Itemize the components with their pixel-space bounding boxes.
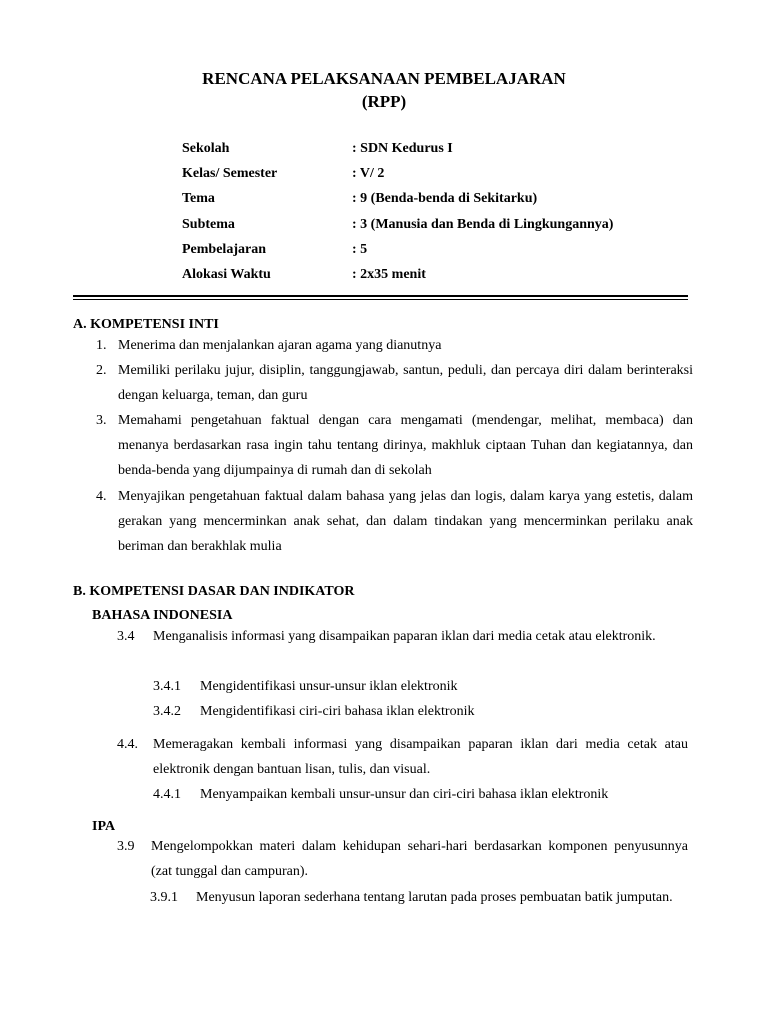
kd-4-4 (117, 732, 688, 782)
subject-ipa: IPA (92, 819, 116, 834)
header-divider-thick (73, 295, 688, 297)
indicator-number: 3.9.1 (150, 890, 178, 905)
meta-row-pembelajaran (182, 241, 613, 266)
indicator-text: Mengidentifikasi unsur-unsur iklan elektronik (200, 679, 458, 694)
ki-number: 2. (96, 363, 107, 378)
ki-item-3 (96, 408, 693, 484)
kd-number: 3.9 (117, 839, 135, 854)
meta-value: : 2x35 menit (352, 266, 426, 282)
meta-row-kelas (182, 165, 613, 190)
kd-number: 4.4. (117, 737, 138, 752)
meta-label: Kelas/ Semester (182, 166, 278, 182)
indicator-number: 3.4.1 (153, 679, 181, 694)
ki-number: 4. (96, 489, 107, 504)
kd-number: 3.4 (117, 629, 135, 644)
meta-value: : 3 (Manusia dan Benda di Lingkungannya) (352, 216, 614, 232)
kd-text: Mengelompokkan materi dalam kehidupan sehari-hari berdasarkan komponen penyusunnya (zat tunggal dan campuran). (151, 839, 688, 880)
ki-item-4 (96, 484, 693, 560)
meta-label: Pembelajaran (182, 241, 266, 257)
document-subtitle: (RPP) (361, 92, 407, 111)
ki-text: Memahami pengetahuan faktual dengan cara mengamati (mendengar, melihat, membaca) dan menanya berdasarkan rasa ingin tahu tentang dirinya, makhluk ciptaan Tuhan dan kegiatannya, dan benda-benda yang dijumpainya di rumah dan di sekolah (118, 413, 693, 479)
meta-label: Subtema (182, 216, 235, 232)
indicator-4-4-1 (153, 782, 688, 807)
section-a-heading: A. KOMPETENSI INTI (73, 317, 219, 332)
indicator-3-9-1 (150, 885, 688, 910)
meta-value: : 5 (352, 241, 368, 257)
indicator-text: Menyampaikan kembali unsur-unsur dan ciri-ciri bahasa iklan elektronik (200, 787, 609, 802)
ki-number: 3. (96, 413, 107, 428)
ki-text: Menerima dan menjalankan ajaran agama yang dianutnya (118, 338, 442, 353)
ki-text: Memiliki perilaku jujur, disiplin, tanggungjawab, santun, peduli, dan percaya diri dalam berinteraksi dengan keluarga, teman, dan guru (118, 363, 693, 404)
meta-row-tema (182, 190, 613, 215)
indicator-text: Menyusun laporan sederhana tentang larutan pada proses pembuatan batik jumputan. (196, 890, 673, 905)
indicator-number: 3.4.2 (153, 704, 181, 719)
section-b-heading: B. KOMPETENSI DASAR DAN INDIKATOR (73, 584, 355, 599)
meta-value: : V/ 2 (352, 166, 385, 182)
ki-text: Menyajikan pengetahuan faktual dalam bahasa yang jelas dan logis, dalam karya yang estetis, dalam gerakan yang mencerminkan anak sehat, dan dalam tindakan yang mencerminkan perilaku anak beriman dan berakhlak mulia (118, 489, 693, 555)
meta-label: Tema (182, 191, 215, 207)
indicator-number: 4.4.1 (153, 787, 181, 802)
ki-item-1 (96, 333, 693, 358)
ki-number: 1. (96, 338, 107, 353)
ki-item-2 (96, 358, 693, 408)
indicator-3-4-2 (153, 699, 688, 724)
identity-table (182, 140, 613, 291)
indicator-text: Mengidentifikasi ciri-ciri bahasa iklan elektronik (200, 704, 475, 719)
meta-row-sekolah (182, 140, 613, 165)
meta-value: : SDN Kedurus I (352, 141, 453, 156)
meta-label: Sekolah (182, 141, 230, 156)
header-divider-thin (73, 299, 688, 300)
kd-text: Menganalisis informasi yang disampaikan paparan iklan dari media cetak atau elektronik. (153, 629, 656, 644)
kd-3-9 (117, 834, 688, 884)
kd-3-4 (117, 624, 687, 649)
subject-bahasa-indonesia: BAHASA INDONESIA (92, 608, 233, 623)
meta-label: Alokasi Waktu (182, 266, 271, 282)
meta-row-subtema (182, 216, 613, 241)
meta-row-alokasi-waktu (182, 266, 613, 291)
document-title: RENCANA PELAKSANAAN PEMBELAJARAN (202, 69, 566, 88)
kd-text: Memeragakan kembali informasi yang disampaikan paparan iklan dari media cetak atau elektronik dengan bantuan lisan, tulis, dan visual. (153, 737, 688, 778)
indicator-3-4-1 (153, 674, 688, 699)
meta-value: : 9 (Benda-benda di Sekitarku) (352, 191, 538, 207)
